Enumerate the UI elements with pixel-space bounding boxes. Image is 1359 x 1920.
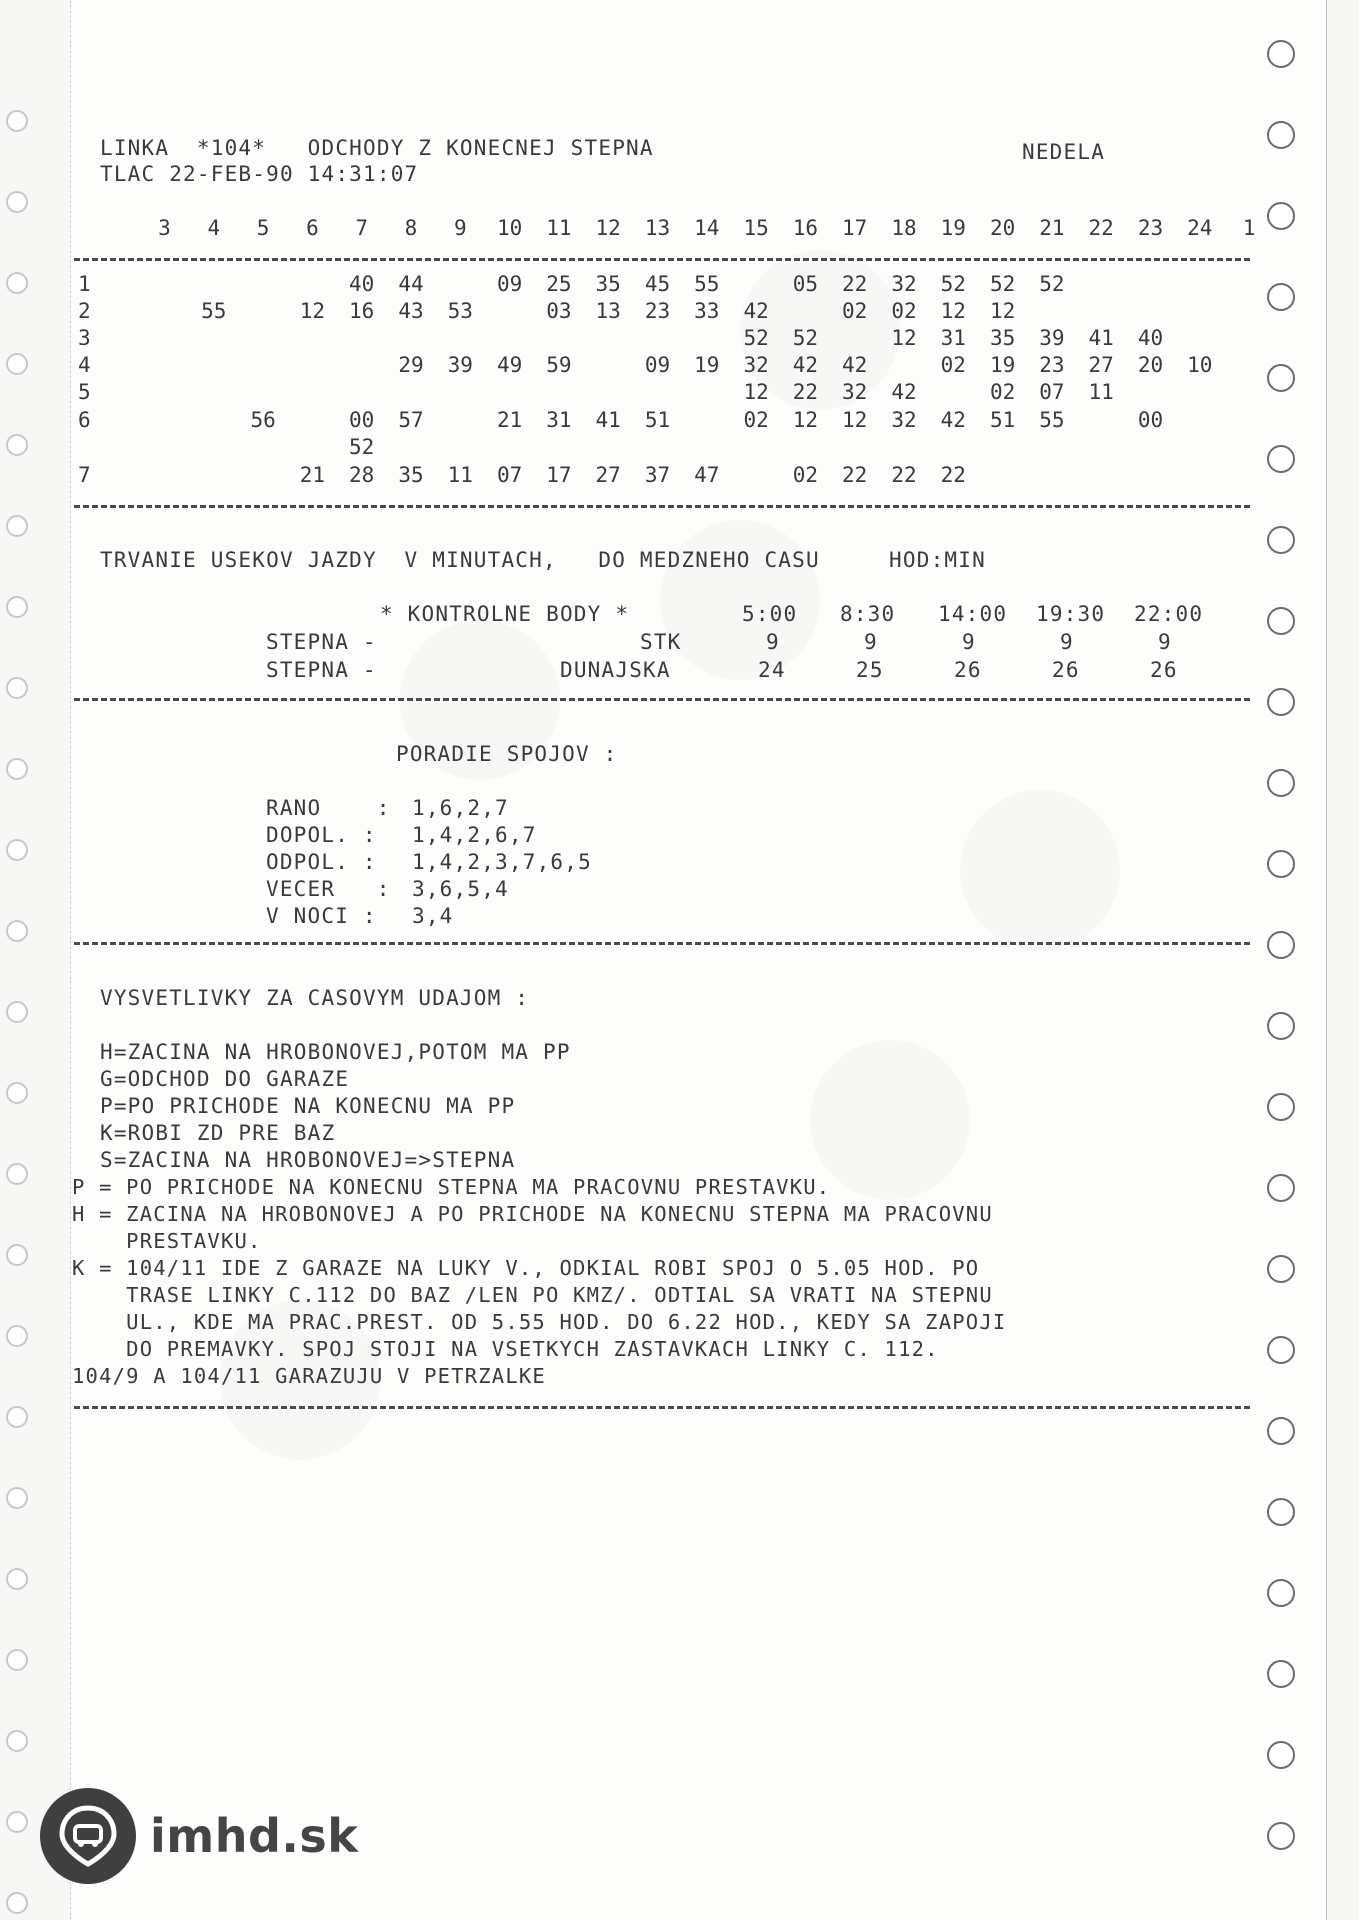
trip-number: 3 xyxy=(78,326,91,350)
departure-minute: 52 xyxy=(792,326,819,350)
feed-hole xyxy=(1267,1093,1295,1121)
hour-label: 18 xyxy=(891,216,917,240)
departure-minute: 35 xyxy=(989,326,1016,350)
departure-minute: 12 xyxy=(891,326,917,350)
feed-hole xyxy=(1267,526,1295,554)
feed-hole xyxy=(1267,607,1295,635)
feed-hole xyxy=(6,1163,28,1185)
departure-minute: 29 xyxy=(398,353,424,377)
cutoff-time: 22:00 xyxy=(1134,602,1204,626)
departure-minute: 32 xyxy=(891,272,917,296)
feed-hole xyxy=(6,353,28,375)
hour-label: 13 xyxy=(644,216,671,240)
feed-hole xyxy=(1267,283,1295,311)
departure-minute: 00 xyxy=(1137,408,1164,432)
feed-hole xyxy=(6,272,28,294)
duration-row-to: STK xyxy=(640,630,682,654)
departure-minute: 55 xyxy=(201,299,227,323)
feed-hole xyxy=(1267,364,1295,392)
departure-minute: 17 xyxy=(546,463,572,487)
feed-hole xyxy=(6,191,28,213)
legend-line: K=ROBI ZD PRE BAZ xyxy=(100,1121,336,1145)
departure-minute: 00 xyxy=(349,408,375,432)
left-tractor-holes xyxy=(0,0,40,1920)
hour-label: 10 xyxy=(496,216,523,240)
feed-hole xyxy=(6,839,28,861)
departure-minute: 52 xyxy=(989,272,1016,296)
watermark-icon xyxy=(960,790,1120,950)
departure-minute: 27 xyxy=(595,463,621,487)
feed-hole xyxy=(1267,1741,1295,1769)
departure-minute: 22 xyxy=(940,463,966,487)
feed-hole xyxy=(1267,1255,1295,1283)
trip-order: 3,4 xyxy=(412,904,454,928)
feed-hole xyxy=(1267,688,1295,716)
cutoff-time: 5:00 xyxy=(742,602,798,626)
hour-label: 5 xyxy=(256,216,270,240)
hour-label: 14 xyxy=(694,216,720,240)
departure-minute: 42 xyxy=(891,380,917,404)
departure-minute: 42 xyxy=(743,299,769,323)
hour-label: 16 xyxy=(792,216,819,240)
departure-minute: 52 xyxy=(743,326,769,350)
departure-minute: 59 xyxy=(546,353,572,377)
feed-hole xyxy=(6,434,28,456)
departure-minute: 21 xyxy=(496,408,523,432)
duration-minutes: 9 xyxy=(864,630,878,654)
departure-minute: 12 xyxy=(743,380,769,404)
feed-hole xyxy=(1267,121,1295,149)
departure-minute: 11 xyxy=(447,463,473,487)
feed-hole xyxy=(1267,769,1295,797)
hour-label: 23 xyxy=(1137,216,1164,240)
legend-line: H=ZACINA NA HROBONOVEJ,POTOM MA PP xyxy=(100,1040,571,1064)
departure-minute: 32 xyxy=(743,353,769,377)
departure-minute: 43 xyxy=(398,299,424,323)
trip-order: 1,6,2,7 xyxy=(412,796,509,820)
feed-hole xyxy=(6,110,28,132)
feed-hole xyxy=(1267,1174,1295,1202)
duration-row-to: DUNAJSKA xyxy=(560,658,671,682)
hour-label: 9 xyxy=(453,216,467,240)
departure-minute: 21 xyxy=(299,463,326,487)
feed-hole xyxy=(1267,40,1295,68)
duration-minutes: 26 xyxy=(1150,658,1178,682)
departure-minute: 57 xyxy=(398,408,424,432)
watermark-icon xyxy=(810,1040,970,1200)
feed-hole xyxy=(6,1730,28,1752)
departure-minute: 45 xyxy=(644,272,671,296)
legend-line: P=PO PRICHODE NA KONECNU MA PP xyxy=(100,1094,516,1118)
explanation-line: DO PREMAVKY. SPOJ STOJI NA VSETKYCH ZASTAVKACH LINKY C. 112. xyxy=(72,1337,939,1361)
explanation-line: TRASE LINKY C.112 DO BAZ /LEN PO KMZ/. ODTIAL SA VRATI NA STEPNU xyxy=(72,1283,993,1307)
departure-minute: 12 xyxy=(940,299,966,323)
logo-text: imhd.sk xyxy=(150,1809,359,1863)
trip-number: 4 xyxy=(78,353,91,377)
departure-minute: 02 xyxy=(891,299,917,323)
feed-hole xyxy=(1267,1336,1295,1364)
departure-minute: 56 xyxy=(250,408,276,432)
departure-minute: 02 xyxy=(989,380,1016,404)
departure-minute: 42 xyxy=(842,353,868,377)
feed-hole xyxy=(1267,931,1295,959)
departure-minute: 23 xyxy=(1039,353,1065,377)
departure-minute: 44 xyxy=(398,272,424,296)
departure-minute: 12 xyxy=(989,299,1016,323)
departure-minute: 39 xyxy=(1039,326,1065,350)
divider xyxy=(74,505,1250,508)
divider xyxy=(74,942,1250,945)
feed-hole xyxy=(1267,1822,1295,1850)
trip-order: 1,4,2,3,7,6,5 xyxy=(412,850,592,874)
divider xyxy=(74,1406,1250,1409)
departure-minute: 40 xyxy=(349,272,375,296)
hour-label: 11 xyxy=(546,216,572,240)
feed-hole xyxy=(6,515,28,537)
feed-hole xyxy=(6,758,28,780)
explanation-line: P = PO PRICHODE NA KONECNU STEPNA MA PRACOVNU PRESTAVKU. xyxy=(72,1175,831,1199)
trip-order: 3,6,5,4 xyxy=(412,877,509,901)
departure-minute: 02 xyxy=(792,463,819,487)
departure-minute: 22 xyxy=(891,463,917,487)
explanation-line: 104/9 A 104/11 GARAZUJU V PETRZALKE xyxy=(72,1364,546,1388)
feed-hole xyxy=(6,1001,28,1023)
hour-label: 1 xyxy=(1242,216,1256,240)
departure-minute: 47 xyxy=(694,463,720,487)
departure-minute: 22 xyxy=(792,380,819,404)
legend-line: G=ODCHOD DO GARAZE xyxy=(100,1067,350,1091)
hour-label: 22 xyxy=(1088,216,1114,240)
departure-minute: 35 xyxy=(398,463,424,487)
departure-minute: 02 xyxy=(940,353,966,377)
departure-minute: 49 xyxy=(496,353,523,377)
departure-minute: 27 xyxy=(1088,353,1114,377)
departure-minute: 31 xyxy=(546,408,572,432)
feed-hole xyxy=(6,677,28,699)
departure-minute: 23 xyxy=(644,299,671,323)
departure-minute: 39 xyxy=(447,353,473,377)
hour-label: 17 xyxy=(842,216,868,240)
departure-minute: 53 xyxy=(447,299,473,323)
departure-minute: 20 xyxy=(1137,353,1164,377)
feed-hole xyxy=(1267,1417,1295,1445)
period-label: RANO : xyxy=(266,796,391,820)
duration-minutes: 26 xyxy=(954,658,982,682)
explanation-line: H = ZACINA NA HROBONOVEJ A PO PRICHODE NA KONECNU STEPNA MA PRACOVNU xyxy=(72,1202,993,1226)
departure-minute: 31 xyxy=(940,326,966,350)
departure-minute: 32 xyxy=(891,408,917,432)
departure-minute: 10 xyxy=(1187,353,1213,377)
departure-minute: 19 xyxy=(989,353,1016,377)
trip-number: 6 xyxy=(78,408,91,432)
duration-row-from: STEPNA - xyxy=(266,630,377,654)
feed-hole xyxy=(6,1487,28,1509)
hour-label: 21 xyxy=(1039,216,1065,240)
departure-minute: 52 xyxy=(349,435,375,459)
departure-minute: 02 xyxy=(842,299,868,323)
hour-label: 24 xyxy=(1187,216,1213,240)
departure-minute: 07 xyxy=(1039,380,1065,404)
order-title: PORADIE SPOJOV : xyxy=(396,742,618,766)
explanation-line: UL., KDE MA PRAC.PREST. OD 5.55 HOD. DO 6.22 HOD., KEDY SA ZAPOJI xyxy=(72,1310,1007,1334)
duration-row-from: STEPNA - xyxy=(266,658,377,682)
departure-minute: 51 xyxy=(989,408,1016,432)
cutoff-time: 14:00 xyxy=(938,602,1008,626)
departure-minute: 25 xyxy=(546,272,572,296)
departure-minute: 28 xyxy=(349,463,375,487)
durations-title: TRVANIE USEKOV JAZDY V MINUTACH, DO MEDZNEHO CASU HOD:MIN xyxy=(100,548,986,572)
feed-hole xyxy=(1267,445,1295,473)
duration-minutes: 9 xyxy=(962,630,976,654)
departure-minute: 22 xyxy=(842,463,868,487)
feed-hole xyxy=(6,1892,28,1914)
departure-minute: 19 xyxy=(694,353,720,377)
departure-minute: 55 xyxy=(1039,408,1065,432)
feed-hole xyxy=(1267,1660,1295,1688)
departure-minute: 09 xyxy=(644,353,671,377)
hour-label: 15 xyxy=(743,216,769,240)
feed-hole xyxy=(6,1406,28,1428)
feed-hole xyxy=(6,1325,28,1347)
trip-number: 1 xyxy=(78,272,91,296)
duration-minutes: 9 xyxy=(1158,630,1172,654)
feed-hole xyxy=(6,1649,28,1671)
period-label: ODPOL. : xyxy=(266,850,377,874)
hour-label: 20 xyxy=(989,216,1016,240)
hour-label: 7 xyxy=(355,216,369,240)
watermark-icon xyxy=(660,520,820,680)
departure-minute: 41 xyxy=(1088,326,1114,350)
departure-minute: 40 xyxy=(1137,326,1164,350)
duration-minutes: 26 xyxy=(1052,658,1080,682)
period-label: DOPOL. : xyxy=(266,823,377,847)
trip-number: 5 xyxy=(78,380,91,404)
cutoff-time: 8:30 xyxy=(840,602,896,626)
feed-hole xyxy=(1267,1498,1295,1526)
departure-minute: 13 xyxy=(595,299,621,323)
departure-minute: 55 xyxy=(694,272,720,296)
duration-minutes: 25 xyxy=(856,658,884,682)
feed-hole xyxy=(6,920,28,942)
hour-label: 8 xyxy=(404,216,418,240)
departure-minute: 42 xyxy=(792,353,819,377)
duration-minutes: 9 xyxy=(1060,630,1074,654)
header-title: LINKA *104* ODCHODY Z KONECNEJ STEPNA xyxy=(100,136,654,160)
legend-line: S=ZACINA NA HROBONOVEJ=>STEPNA xyxy=(100,1148,516,1172)
period-label: V NOCI : xyxy=(266,904,377,928)
duration-minutes: 24 xyxy=(758,658,786,682)
feed-hole xyxy=(1267,1012,1295,1040)
explanation-line: PRESTAVKU. xyxy=(72,1229,262,1253)
departure-minute: 12 xyxy=(842,408,868,432)
hour-label: 3 xyxy=(158,216,171,240)
cutoff-time: 19:30 xyxy=(1036,602,1106,626)
feed-hole xyxy=(6,1244,28,1266)
feed-hole xyxy=(6,1082,28,1104)
bus-pin-icon xyxy=(40,1788,136,1884)
header-day: NEDELA xyxy=(1022,140,1106,164)
right-tractor-holes xyxy=(1265,0,1305,1920)
departure-minute: 51 xyxy=(644,408,671,432)
feed-hole xyxy=(1267,850,1295,878)
divider xyxy=(74,698,1250,701)
departure-minute: 33 xyxy=(694,299,720,323)
explanation-line: K = 104/11 IDE Z GARAZE NA LUKY V., ODKIAL ROBI SPOJ O 5.05 HOD. PO xyxy=(72,1256,980,1280)
hour-label: 12 xyxy=(595,216,621,240)
departure-minute: 37 xyxy=(644,463,671,487)
feed-hole xyxy=(6,596,28,618)
notes-title: VYSVETLIVKY ZA CASOVYM UDAJOM : xyxy=(100,986,530,1010)
period-label: VECER : xyxy=(266,877,391,901)
departure-minute: 03 xyxy=(546,299,572,323)
departure-minute: 16 xyxy=(349,299,375,323)
departure-minute: 22 xyxy=(842,272,868,296)
departure-minute: 02 xyxy=(743,408,769,432)
hour-label: 6 xyxy=(306,216,319,240)
trip-number: 7 xyxy=(78,463,91,487)
trip-order: 1,4,2,6,7 xyxy=(412,823,537,847)
feed-hole xyxy=(6,1568,28,1590)
duration-minutes: 9 xyxy=(766,630,780,654)
departure-minute: 52 xyxy=(1039,272,1065,296)
departure-minute: 11 xyxy=(1088,380,1114,404)
departure-minute: 09 xyxy=(496,272,523,296)
departure-minute: 52 xyxy=(940,272,966,296)
feed-hole xyxy=(6,1811,28,1833)
feed-hole xyxy=(1267,1579,1295,1607)
hour-label: 19 xyxy=(940,216,966,240)
hour-label: 4 xyxy=(207,216,221,240)
departure-minute: 07 xyxy=(496,463,523,487)
trip-number: 2 xyxy=(78,299,91,323)
departure-minute: 12 xyxy=(792,408,819,432)
header-print-timestamp: TLAC 22-FEB-90 14:31:07 xyxy=(100,162,419,186)
divider xyxy=(74,258,1250,261)
control-points-label: * KONTROLNE BODY * xyxy=(380,602,630,626)
departure-minute: 32 xyxy=(842,380,868,404)
imhd-logo[interactable] xyxy=(40,1788,358,1884)
departure-minute: 35 xyxy=(595,272,621,296)
departure-minute: 05 xyxy=(792,272,819,296)
departure-minute: 42 xyxy=(940,408,966,432)
departure-minute: 41 xyxy=(595,408,621,432)
departure-minute: 12 xyxy=(299,299,326,323)
